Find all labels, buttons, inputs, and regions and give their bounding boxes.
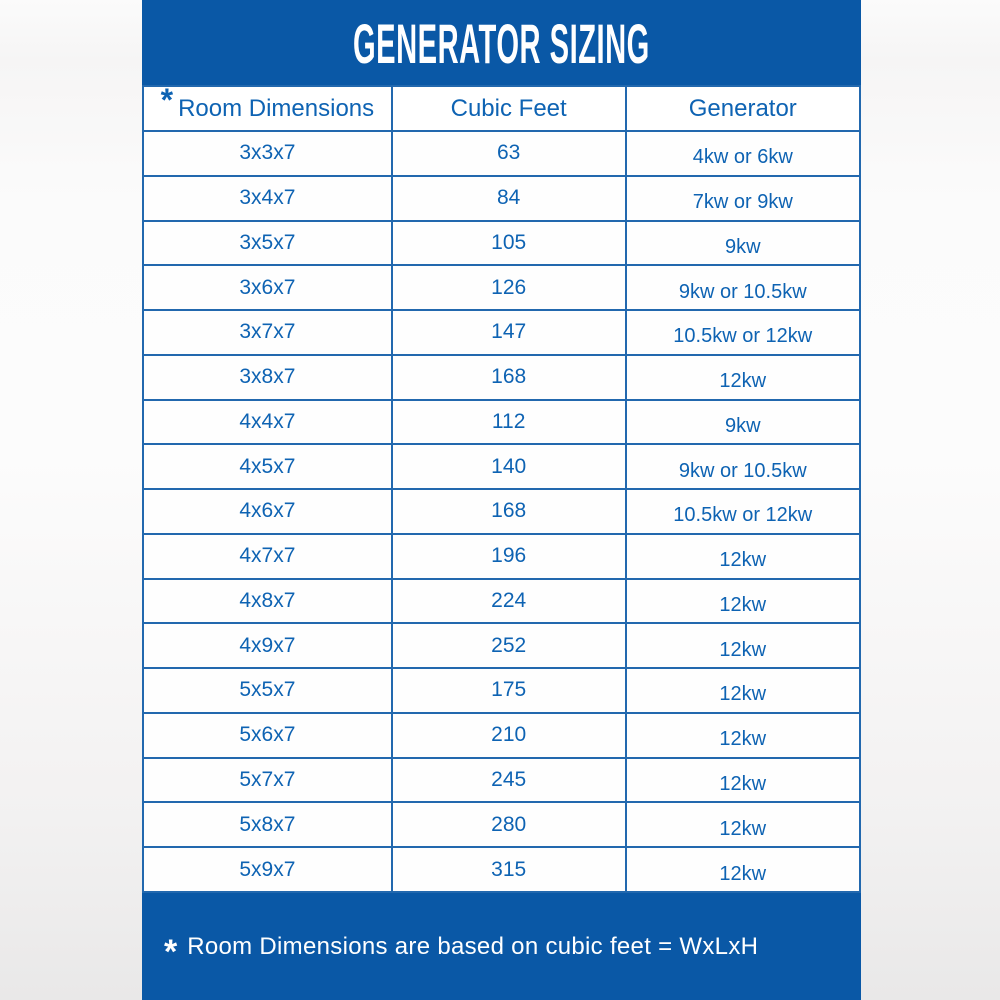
room-dimensions-cell: 3x8x7 (143, 355, 392, 400)
room-dimensions-cell: 5x6x7 (143, 713, 392, 758)
generator-cell: 7kw or 9kw (626, 176, 860, 221)
cubic-feet-cell: 84 (392, 176, 626, 221)
footnote-band: * Room Dimensions are based on cubic feet = WxLxH (164, 932, 759, 971)
table-row (143, 579, 860, 624)
footnote-text: Room Dimensions are based on cubic feet = WxLxH (187, 932, 759, 960)
room-dimensions-cell: 4x5x7 (143, 444, 392, 489)
room-dimensions-cell: 3x4x7 (143, 176, 392, 221)
cubic-feet-cell: 112 (392, 400, 626, 445)
generator-cell: 12kw (626, 802, 860, 847)
table-row (143, 131, 860, 176)
generator-cell: 9kw (626, 221, 860, 266)
column-header-cubic-feet: Cubic Feet (392, 86, 626, 131)
cubic-feet-cell: 210 (392, 713, 626, 758)
table-row (143, 623, 860, 668)
cubic-feet-cell: 63 (392, 131, 626, 176)
cubic-feet-cell: 105 (392, 221, 626, 266)
cubic-feet-cell: 140 (392, 444, 626, 489)
generator-cell: 12kw (626, 623, 860, 668)
table-row (143, 713, 860, 758)
table-row (143, 758, 860, 803)
column-header-room-dimensions (143, 81, 392, 131)
generator-cell: 10.5kw or 12kw (626, 489, 860, 534)
table-row (143, 847, 860, 892)
cubic-feet-cell: 245 (392, 758, 626, 803)
room-dimensions-cell: 4x9x7 (143, 623, 392, 668)
room-dimensions-cell: 4x7x7 (143, 534, 392, 579)
cubic-feet-cell: 126 (392, 265, 626, 310)
table-row (143, 310, 860, 355)
cubic-feet-cell: 147 (392, 310, 626, 355)
generator-cell: 12kw (626, 847, 860, 892)
table-row (143, 265, 860, 310)
table-row (143, 444, 860, 489)
column-header-generator: Generator (626, 86, 860, 131)
table-row (143, 221, 860, 266)
generator-cell: 9kw or 10.5kw (626, 444, 860, 489)
generator-cell: 9kw or 10.5kw (626, 265, 860, 310)
generator-sizing-table (142, 81, 861, 893)
room-dimensions-cell: 4x8x7 (143, 579, 392, 624)
table-row (143, 534, 860, 579)
generator-cell: 12kw (626, 355, 860, 400)
cubic-feet-cell: 224 (392, 579, 626, 624)
generator-cell: 12kw (626, 668, 860, 713)
room-dimensions-cell: 5x7x7 (143, 758, 392, 803)
room-dimensions-cell: 5x9x7 (143, 847, 392, 892)
room-dimensions-cell: 5x8x7 (143, 802, 392, 847)
asterisk-mark: * (160, 81, 174, 118)
generator-cell: 10.5kw or 12kw (626, 310, 860, 355)
room-dimensions-cell: 3x5x7 (143, 221, 392, 266)
cubic-feet-cell: 196 (392, 534, 626, 579)
table-body (143, 131, 860, 892)
generator-cell: 12kw (626, 579, 860, 624)
cubic-feet-cell: 175 (392, 668, 626, 713)
generator-cell: 9kw (626, 400, 860, 445)
table-row (143, 489, 860, 534)
generator-cell: 12kw (626, 713, 860, 758)
cubic-feet-cell: 252 (392, 623, 626, 668)
table-row (143, 176, 860, 221)
title-band (142, 0, 861, 85)
generator-cell: 12kw (626, 758, 860, 803)
room-dimensions-cell: 4x4x7 (143, 400, 392, 445)
table-row (143, 802, 860, 847)
cubic-feet-cell: 280 (392, 802, 626, 847)
table-header-row (143, 86, 860, 131)
room-dimensions-cell: 3x7x7 (143, 310, 392, 355)
room-dimensions-cell: 5x5x7 (143, 668, 392, 713)
page-title: GENERATOR SIZING (353, 11, 650, 75)
cubic-feet-cell: 168 (392, 355, 626, 400)
cubic-feet-cell: 315 (392, 847, 626, 892)
table-row (143, 668, 860, 713)
room-dimensions-cell: 4x6x7 (143, 489, 392, 534)
generator-cell: 4kw or 6kw (626, 131, 860, 176)
generator-cell: 12kw (626, 534, 860, 579)
generator-sizing-panel (142, 0, 861, 1000)
cubic-feet-cell: 168 (392, 489, 626, 534)
room-dimensions-cell: 3x3x7 (143, 131, 392, 176)
room-dimensions-cell: 3x6x7 (143, 265, 392, 310)
table-row (143, 355, 860, 400)
table-row (143, 400, 860, 445)
column-header-label: Room Dimensions (178, 94, 375, 122)
